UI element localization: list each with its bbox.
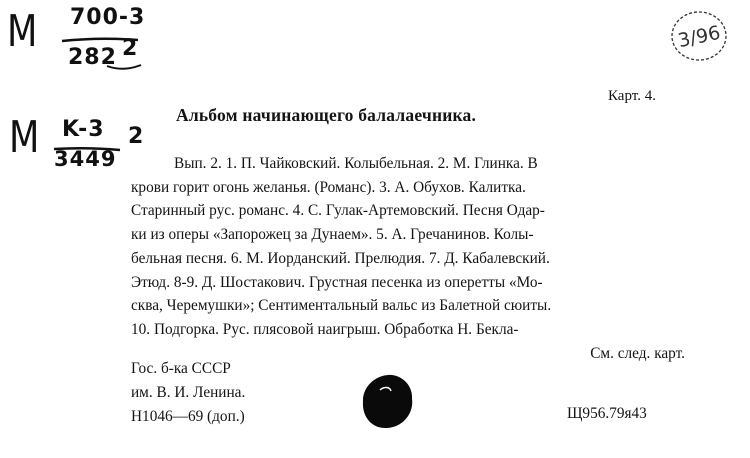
underline-stroke-top	[105, 62, 145, 72]
body-line: ки из оперы «Запорожец за Дунаем». 5. А. Гречанинов. Колы-	[131, 226, 534, 244]
library-line: Н1046—69 (доп.)	[131, 408, 245, 425]
svg-text:3/96: 3/96	[676, 21, 723, 53]
library-info	[131, 357, 245, 429]
handwritten-letter-top: M	[7, 6, 39, 57]
continued-note: См. след. карт.	[590, 344, 685, 362]
body-line: 10. Подгорка. Рус. плясовой наигрыш. Обработка Н. Бекла-	[131, 320, 519, 338]
body-line: бельная песня. 6. М. Иорданский. Прелюдия. 7. Д. Кабалевский.	[131, 249, 550, 267]
handwritten-code-top-denominator: 282	[68, 45, 117, 70]
body-line: Вып. 2. 1. П. Чайковский. Колыбельная. 2. М. Глинка. В	[174, 155, 538, 172]
library-line: Гос. б-ка СССР	[131, 360, 231, 377]
body-line: Этюд. 8-9. Д. Шостакович. Грустная песенка из оперетты «Мо-	[131, 273, 543, 291]
library-line: им. В. И. Ленина.	[131, 384, 246, 401]
card-body	[131, 152, 685, 365]
handwritten-letter-lower: M	[9, 112, 41, 163]
shelfmark-code: Щ956.79я43	[567, 405, 647, 422]
library-stamp	[668, 6, 730, 66]
body-line: сква, Черемушки»; Сентиментальный вальс из Балетной сюиты.	[131, 297, 552, 315]
handwritten-code-lower-numerator: K-3	[62, 117, 105, 142]
ink-blot	[360, 372, 415, 430]
body-line: Старинный рус. романс. 4. С. Гулак-Артемовский. Песня Одар-	[131, 202, 545, 220]
handwritten-suffix-lower: 2	[128, 124, 145, 149]
handwritten-code-top-numerator: 700-3	[70, 5, 146, 30]
handwritten-code-lower-denominator: 3449	[54, 147, 117, 171]
card-sheet-label: Карт. 4.	[608, 88, 656, 104]
card-title: Альбом начинающего балалаечника.	[176, 105, 477, 125]
body-line: крови горит огонь желанья. (Романс). 3. А. Обухов. Калитка.	[131, 178, 526, 196]
handwritten-suffix-top: 2	[122, 36, 139, 61]
